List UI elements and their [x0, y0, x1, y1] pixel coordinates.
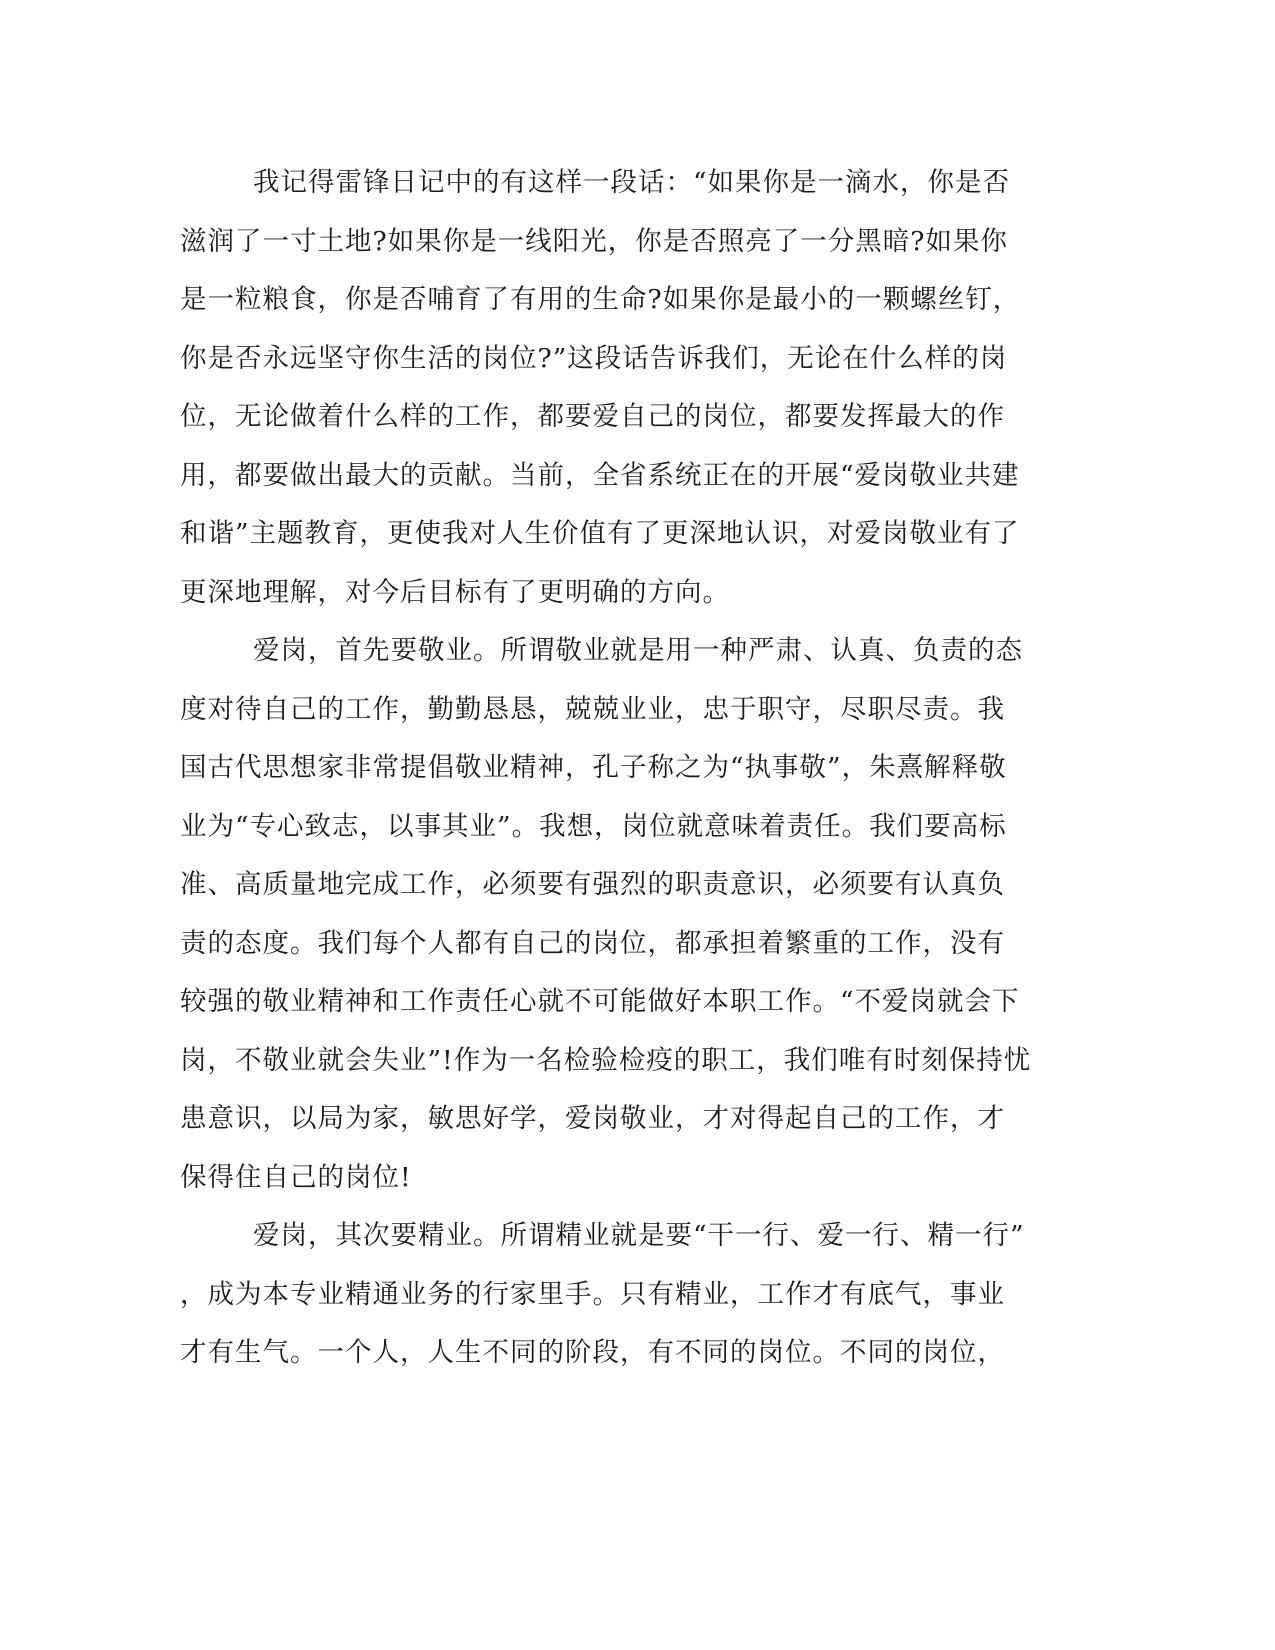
text-line: 才有生气。一个人，人生不同的阶段，有不同的岗位。不同的岗位， — [180, 1337, 1005, 1368]
document-body — [180, 160, 1040, 1389]
paragraph — [180, 628, 1040, 1213]
text-line: 国古代思想家非常提倡敬业精神，孔子称之为“执事敬”，朱熹解释敬 — [180, 752, 1007, 783]
text-line: 爱岗，其次要精业。所谓精业就是要“干一行、爱一行、精一行” — [253, 1220, 1025, 1251]
text-line: 准、高质量地完成工作，必须要有强烈的职责意识，必须要有认真负 — [180, 869, 1005, 900]
text-line: 爱岗，首先要敬业。所谓敬业就是用一种严肃、认真、负责的态 — [253, 635, 1023, 666]
paragraph — [180, 160, 1040, 628]
text-line: 滋润了一寸土地?如果你是一线阳光，你是否照亮了一分黑暗?如果你 — [180, 225, 1008, 257]
text-line: 保得住自己的岗位! — [180, 1161, 412, 1193]
text-line: 患意识，以局为家，敏思好学，爱岗敬业，才对得起自己的工作，才 — [180, 1103, 1005, 1134]
text-line: 用，都要做出最大的贡献。当前，全省系统正在的开展“爱岗敬业共建 — [180, 459, 1020, 491]
text-line: 岗，不敬业就会失业”!作为一名检验检疫的职工，我们唯有时刻保持忧 — [180, 1044, 1032, 1076]
text-line: 是一粒粮食，你是否哺育了有用的生命?如果你是最小的一颗螺丝钉， — [180, 284, 1021, 315]
text-line: ，成为本专业精通业务的行家里手。只有精业，工作才有底气，事业 — [180, 1278, 1005, 1310]
text-line: 更深地理解，对今后目标有了更明确的方向。 — [180, 576, 730, 608]
text-line: 和谐”主题教育，更使我对人生价值有了更深地认识，对爱岗敬业有了 — [180, 518, 1020, 549]
text-line: 我记得雷锋日记中的有这样一段话：“如果你是一滴水，你是否 — [253, 167, 1011, 198]
text-line: 责的态度。我们每个人都有自己的岗位，都承担着繁重的工作，没有 — [180, 927, 1005, 959]
text-line: 你是否永远坚守你生活的岗位?”这段话告诉我们，无论在什么样的岗 — [180, 342, 1008, 374]
text-line: 较强的敬业精神和工作责任心就不可能做好本职工作。“不爱岗就会下 — [180, 986, 1020, 1017]
paragraph — [180, 1213, 1040, 1389]
text-line: 度对待自己的工作，勤勤恳恳，兢兢业业，忠于职守，尽职尽责。我 — [180, 693, 1005, 725]
text-line: 位，无论做着什么样的工作，都要爱自己的岗位，都要发挥最大的作 — [180, 401, 1005, 432]
text-line: 业为“专心致志，以事其业”。我想，岗位就意味着责任。我们要高标 — [180, 810, 1007, 842]
